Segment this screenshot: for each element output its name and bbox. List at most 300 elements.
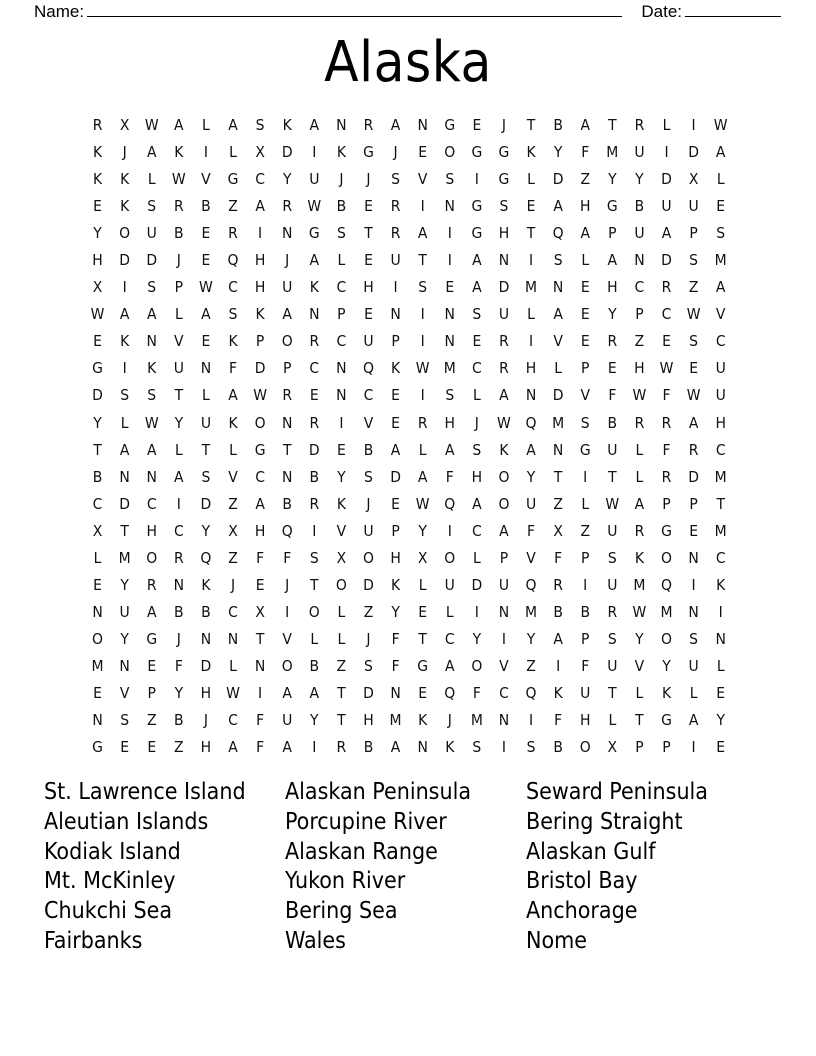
grid-cell[interactable]: L bbox=[527, 170, 535, 189]
grid-cell[interactable]: J bbox=[339, 170, 344, 189]
grid-cell[interactable]: O bbox=[498, 494, 510, 513]
grid-cell[interactable]: J bbox=[393, 143, 398, 162]
grid-cell[interactable]: R bbox=[173, 548, 184, 567]
grid-cell[interactable]: L bbox=[310, 629, 319, 648]
grid-cell[interactable]: A bbox=[553, 197, 563, 216]
grid-cell[interactable]: J bbox=[285, 575, 290, 594]
grid-cell[interactable]: T bbox=[608, 683, 617, 702]
grid-cell[interactable]: G bbox=[92, 359, 103, 378]
grid-cell[interactable]: N bbox=[309, 305, 320, 324]
grid-cell[interactable]: I bbox=[691, 738, 696, 757]
word-list-item[interactable]: Chukchi Sea bbox=[44, 898, 173, 925]
grid-cell[interactable]: D bbox=[661, 170, 672, 189]
grid-cell[interactable]: H bbox=[579, 197, 591, 216]
grid-cell[interactable]: D bbox=[92, 386, 103, 405]
grid-cell[interactable]: O bbox=[146, 548, 158, 567]
grid-cell[interactable]: N bbox=[444, 197, 455, 216]
grid-cell[interactable]: A bbox=[634, 494, 645, 513]
grid-cell[interactable]: G bbox=[661, 521, 672, 540]
grid-cell[interactable]: E bbox=[391, 386, 400, 405]
grid-cell[interactable]: H bbox=[444, 413, 456, 432]
grid-cell[interactable]: X bbox=[255, 602, 265, 621]
grid-cell[interactable]: S bbox=[445, 170, 455, 189]
grid-cell[interactable]: G bbox=[227, 170, 239, 189]
grid-cell[interactable]: N bbox=[146, 467, 157, 486]
grid-cell[interactable]: E bbox=[689, 521, 699, 540]
grid-cell[interactable]: Y bbox=[120, 575, 129, 594]
grid-cell[interactable]: I bbox=[258, 224, 263, 243]
grid-cell[interactable]: S bbox=[201, 467, 211, 486]
grid-cell[interactable]: Y bbox=[282, 170, 292, 189]
grid-cell[interactable]: A bbox=[715, 143, 726, 162]
grid-cell[interactable]: O bbox=[335, 575, 347, 594]
grid-cell[interactable]: C bbox=[146, 494, 157, 513]
grid-cell[interactable]: L bbox=[174, 305, 183, 324]
grid-cell[interactable]: S bbox=[445, 386, 455, 405]
grid-cell[interactable]: F bbox=[256, 548, 265, 567]
grid-cell[interactable]: D bbox=[363, 575, 374, 594]
grid-cell[interactable]: L bbox=[608, 711, 617, 730]
grid-cell[interactable]: N bbox=[336, 386, 347, 405]
grid-cell[interactable]: F bbox=[527, 521, 536, 540]
grid-cell[interactable]: A bbox=[282, 738, 292, 757]
word-list-item[interactable]: Aleutian Islands bbox=[44, 808, 209, 835]
grid-cell[interactable]: X bbox=[607, 738, 618, 757]
grid-cell[interactable]: T bbox=[418, 629, 427, 648]
grid-cell[interactable]: I bbox=[501, 738, 507, 757]
grid-cell[interactable]: V bbox=[119, 683, 130, 702]
grid-cell[interactable]: S bbox=[418, 278, 428, 297]
grid-cell[interactable]: H bbox=[579, 711, 591, 730]
grid-cell[interactable]: C bbox=[336, 332, 347, 351]
grid-cell[interactable]: S bbox=[607, 548, 617, 567]
grid-cell[interactable]: U bbox=[498, 305, 510, 324]
grid-cell[interactable]: A bbox=[688, 711, 699, 730]
grid-cell[interactable]: G bbox=[498, 170, 510, 189]
grid-cell[interactable]: S bbox=[364, 656, 373, 675]
grid-cell[interactable]: V bbox=[499, 656, 509, 675]
grid-cell[interactable]: K bbox=[716, 575, 726, 594]
grid-cell[interactable]: Y bbox=[418, 521, 427, 540]
grid-cell[interactable]: R bbox=[146, 575, 157, 594]
grid-cell[interactable]: F bbox=[391, 629, 400, 648]
grid-cell[interactable]: U bbox=[525, 494, 537, 513]
grid-cell[interactable]: S bbox=[120, 386, 130, 405]
grid-cell[interactable]: J bbox=[474, 413, 479, 432]
grid-cell[interactable]: R bbox=[661, 467, 672, 486]
grid-cell[interactable]: O bbox=[661, 629, 672, 648]
grid-cell[interactable]: W bbox=[686, 305, 701, 324]
grid-cell[interactable]: W bbox=[632, 386, 647, 405]
word-list-item[interactable]: Fairbanks bbox=[44, 927, 143, 954]
grid-cell[interactable]: C bbox=[499, 683, 509, 702]
grid-cell[interactable]: G bbox=[363, 143, 374, 162]
grid-cell[interactable]: D bbox=[471, 575, 483, 594]
grid-cell[interactable]: W bbox=[659, 359, 674, 378]
grid-cell[interactable]: E bbox=[445, 278, 455, 297]
grid-cell[interactable]: H bbox=[634, 359, 645, 378]
grid-cell[interactable]: B bbox=[201, 602, 211, 621]
grid-cell[interactable]: K bbox=[526, 143, 536, 162]
grid-cell[interactable]: B bbox=[174, 602, 184, 621]
grid-cell[interactable]: N bbox=[281, 467, 293, 486]
grid-cell[interactable]: I bbox=[312, 143, 317, 162]
grid-cell[interactable]: P bbox=[689, 224, 698, 243]
grid-cell[interactable]: T bbox=[93, 440, 102, 459]
grid-cell[interactable]: I bbox=[122, 278, 127, 297]
grid-cell[interactable]: C bbox=[173, 521, 184, 540]
grid-cell[interactable]: A bbox=[580, 224, 590, 243]
grid-cell[interactable]: U bbox=[282, 711, 293, 730]
grid-cell[interactable]: L bbox=[229, 440, 237, 459]
grid-cell[interactable]: E bbox=[580, 332, 590, 351]
word-list-item[interactable]: Nome bbox=[526, 927, 588, 954]
grid-cell[interactable]: A bbox=[309, 683, 320, 702]
grid-cell[interactable]: A bbox=[255, 494, 265, 513]
grid-cell[interactable]: C bbox=[255, 467, 265, 486]
grid-cell[interactable]: G bbox=[254, 440, 266, 459]
grid-cell[interactable]: Y bbox=[93, 413, 102, 432]
grid-cell[interactable]: A bbox=[715, 278, 726, 297]
grid-cell[interactable]: I bbox=[583, 575, 588, 594]
grid-cell[interactable]: E bbox=[391, 494, 400, 513]
grid-cell[interactable]: E bbox=[147, 738, 157, 757]
grid-cell[interactable]: Y bbox=[93, 224, 102, 243]
word-list-item[interactable]: Wales bbox=[285, 927, 346, 954]
grid-cell[interactable]: L bbox=[418, 575, 427, 594]
grid-cell[interactable]: L bbox=[337, 602, 346, 621]
grid-cell[interactable]: F bbox=[174, 656, 183, 675]
grid-cell[interactable]: N bbox=[227, 629, 239, 648]
grid-cell[interactable]: E bbox=[526, 197, 536, 216]
date-write-line[interactable] bbox=[685, 3, 781, 17]
grid-cell[interactable]: E bbox=[309, 386, 319, 405]
grid-cell[interactable]: N bbox=[336, 116, 347, 134]
grid-cell[interactable]: K bbox=[228, 413, 238, 432]
grid-cell[interactable]: I bbox=[420, 386, 425, 405]
grid-cell[interactable]: U bbox=[688, 656, 699, 675]
grid-cell[interactable]: E bbox=[336, 440, 346, 459]
grid-cell[interactable]: R bbox=[688, 440, 699, 459]
grid-cell[interactable]: W bbox=[497, 413, 511, 432]
grid-cell[interactable]: O bbox=[362, 548, 374, 567]
grid-cell[interactable]: B bbox=[553, 602, 563, 621]
grid-cell[interactable]: G bbox=[661, 711, 672, 730]
grid-cell[interactable]: R bbox=[173, 197, 184, 216]
grid-cell[interactable]: B bbox=[580, 602, 591, 621]
grid-cell[interactable]: K bbox=[391, 575, 401, 594]
grid-cell[interactable]: V bbox=[363, 413, 374, 432]
grid-cell[interactable]: J bbox=[447, 711, 452, 730]
grid-cell[interactable]: A bbox=[390, 116, 401, 134]
grid-cell[interactable]: C bbox=[471, 521, 482, 540]
grid-cell[interactable]: X bbox=[119, 116, 130, 134]
grid-cell[interactable]: J bbox=[230, 575, 236, 594]
grid-cell[interactable]: H bbox=[390, 548, 401, 567]
grid-cell[interactable]: Y bbox=[635, 170, 644, 189]
grid-cell[interactable]: J bbox=[366, 629, 371, 648]
grid-cell[interactable]: S bbox=[499, 197, 509, 216]
grid-cell[interactable]: S bbox=[580, 413, 590, 432]
grid-cell[interactable]: Y bbox=[337, 467, 346, 486]
grid-cell[interactable]: I bbox=[312, 521, 317, 540]
grid-cell[interactable]: F bbox=[391, 656, 400, 675]
grid-cell[interactable]: B bbox=[92, 467, 103, 486]
grid-cell[interactable]: A bbox=[309, 251, 320, 270]
grid-cell[interactable]: U bbox=[498, 575, 510, 594]
grid-cell[interactable]: R bbox=[363, 116, 374, 134]
grid-cell[interactable]: H bbox=[254, 521, 266, 540]
grid-cell[interactable]: H bbox=[607, 278, 618, 297]
grid-cell[interactable]: K bbox=[201, 575, 211, 594]
grid-cell[interactable]: C bbox=[228, 278, 238, 297]
grid-cell[interactable]: M bbox=[91, 656, 104, 675]
grid-cell[interactable]: M bbox=[525, 602, 538, 621]
grid-cell[interactable]: F bbox=[229, 359, 238, 378]
grid-cell[interactable]: X bbox=[92, 521, 103, 540]
grid-cell[interactable]: K bbox=[336, 494, 346, 513]
grid-cell[interactable]: U bbox=[715, 359, 726, 378]
grid-cell[interactable]: B bbox=[634, 197, 645, 216]
grid-cell[interactable]: L bbox=[581, 251, 590, 270]
grid-cell[interactable]: D bbox=[308, 440, 320, 459]
grid-cell[interactable]: U bbox=[119, 602, 130, 621]
grid-cell[interactable]: E bbox=[662, 332, 671, 351]
grid-cell[interactable]: T bbox=[282, 440, 292, 459]
grid-cell[interactable]: L bbox=[635, 440, 644, 459]
grid-cell[interactable]: A bbox=[119, 440, 130, 459]
grid-cell[interactable]: D bbox=[119, 251, 131, 270]
grid-cell[interactable]: A bbox=[228, 738, 238, 757]
grid-cell[interactable]: I bbox=[474, 170, 479, 189]
grid-cell[interactable]: N bbox=[444, 332, 455, 351]
grid-cell[interactable]: U bbox=[173, 359, 184, 378]
grid-cell[interactable]: O bbox=[661, 548, 672, 567]
grid-cell[interactable]: D bbox=[498, 278, 510, 297]
grid-cell[interactable]: K bbox=[445, 738, 455, 757]
grid-cell[interactable]: E bbox=[607, 359, 617, 378]
grid-cell[interactable]: M bbox=[118, 548, 131, 567]
grid-cell[interactable]: O bbox=[92, 629, 104, 648]
grid-cell[interactable]: J bbox=[203, 711, 208, 730]
grid-cell[interactable]: Z bbox=[228, 197, 238, 216]
grid-cell[interactable]: B bbox=[363, 440, 374, 459]
grid-cell[interactable]: E bbox=[201, 224, 211, 243]
grid-cell[interactable]: U bbox=[634, 224, 645, 243]
grid-cell[interactable]: V bbox=[526, 548, 536, 567]
grid-cell[interactable]: P bbox=[499, 548, 509, 567]
grid-cell[interactable]: M bbox=[389, 711, 402, 730]
grid-cell[interactable]: T bbox=[553, 467, 563, 486]
grid-cell[interactable]: Z bbox=[688, 278, 699, 297]
grid-cell[interactable]: T bbox=[635, 711, 644, 730]
grid-cell[interactable]: E bbox=[716, 683, 726, 702]
grid-cell[interactable]: S bbox=[364, 467, 373, 486]
grid-cell[interactable]: N bbox=[281, 224, 293, 243]
grid-cell[interactable]: B bbox=[363, 738, 374, 757]
name-write-line[interactable] bbox=[87, 3, 622, 17]
grid-cell[interactable]: K bbox=[120, 197, 130, 216]
grid-cell[interactable]: A bbox=[553, 629, 563, 648]
grid-cell[interactable]: P bbox=[391, 521, 400, 540]
grid-cell[interactable]: B bbox=[309, 656, 320, 675]
grid-cell[interactable]: L bbox=[716, 170, 725, 189]
grid-cell[interactable]: L bbox=[472, 386, 481, 405]
grid-cell[interactable]: Q bbox=[525, 683, 537, 702]
grid-cell[interactable]: E bbox=[364, 305, 373, 324]
grid-cell[interactable]: L bbox=[202, 386, 210, 405]
grid-cell[interactable]: K bbox=[418, 711, 428, 730]
grid-cell[interactable]: S bbox=[689, 629, 699, 648]
grid-cell[interactable]: E bbox=[418, 683, 428, 702]
grid-cell[interactable]: A bbox=[146, 602, 157, 621]
grid-cell[interactable]: U bbox=[688, 197, 699, 216]
grid-cell[interactable]: R bbox=[417, 413, 428, 432]
grid-cell[interactable]: Y bbox=[526, 629, 536, 648]
grid-cell[interactable]: K bbox=[255, 305, 265, 324]
word-list-item[interactable]: St. Lawrence Island bbox=[44, 779, 246, 805]
grid-cell[interactable]: N bbox=[498, 711, 510, 730]
grid-cell[interactable]: W bbox=[253, 386, 267, 405]
grid-cell[interactable]: Y bbox=[120, 629, 129, 648]
grid-cell[interactable]: N bbox=[498, 602, 510, 621]
grid-cell[interactable]: Q bbox=[552, 224, 564, 243]
grid-cell[interactable]: E bbox=[201, 332, 211, 351]
grid-cell[interactable]: H bbox=[471, 467, 483, 486]
grid-cell[interactable]: H bbox=[254, 278, 266, 297]
grid-cell[interactable]: V bbox=[174, 332, 184, 351]
grid-cell[interactable]: Z bbox=[634, 332, 645, 351]
grid-cell[interactable]: H bbox=[146, 521, 157, 540]
grid-cell[interactable]: I bbox=[474, 602, 479, 621]
grid-cell[interactable]: P bbox=[391, 332, 400, 351]
grid-cell[interactable]: T bbox=[310, 575, 319, 594]
grid-cell[interactable]: O bbox=[308, 602, 320, 621]
grid-cell[interactable]: X bbox=[688, 170, 699, 189]
grid-cell[interactable]: X bbox=[417, 548, 428, 567]
grid-cell[interactable]: K bbox=[661, 683, 672, 702]
grid-cell[interactable]: C bbox=[471, 359, 482, 378]
grid-cell[interactable]: I bbox=[285, 602, 290, 621]
grid-cell[interactable]: I bbox=[420, 305, 425, 324]
grid-cell[interactable]: Y bbox=[472, 629, 482, 648]
grid-cell[interactable]: Q bbox=[362, 359, 374, 378]
grid-cell[interactable]: U bbox=[607, 575, 618, 594]
grid-cell[interactable]: C bbox=[228, 602, 238, 621]
grid-cell[interactable]: W bbox=[199, 278, 213, 297]
grid-cell[interactable]: P bbox=[147, 683, 156, 702]
grid-cell[interactable]: T bbox=[608, 116, 617, 134]
grid-cell[interactable]: N bbox=[119, 467, 130, 486]
grid-cell[interactable]: L bbox=[337, 251, 346, 270]
grid-cell[interactable]: N bbox=[552, 278, 564, 297]
grid-cell[interactable]: O bbox=[281, 656, 293, 675]
grid-cell[interactable]: S bbox=[147, 278, 157, 297]
grid-cell[interactable]: U bbox=[282, 278, 293, 297]
grid-cell[interactable]: D bbox=[390, 467, 401, 486]
grid-cell[interactable]: W bbox=[171, 170, 186, 189]
grid-cell[interactable]: E bbox=[255, 575, 265, 594]
grid-cell[interactable]: F bbox=[662, 386, 671, 405]
grid-cell[interactable]: N bbox=[200, 359, 212, 378]
grid-cell[interactable]: P bbox=[337, 305, 346, 324]
grid-cell[interactable]: D bbox=[363, 683, 374, 702]
grid-cell[interactable]: O bbox=[444, 548, 456, 567]
grid-cell[interactable]: R bbox=[336, 738, 347, 757]
grid-cell[interactable]: L bbox=[527, 305, 535, 324]
grid-cell[interactable]: F bbox=[283, 548, 292, 567]
grid-cell[interactable]: R bbox=[309, 413, 320, 432]
grid-cell[interactable]: K bbox=[120, 332, 130, 351]
grid-cell[interactable]: V bbox=[417, 170, 428, 189]
grid-cell[interactable]: H bbox=[200, 683, 212, 702]
grid-cell[interactable]: R bbox=[390, 224, 401, 243]
grid-cell[interactable]: G bbox=[498, 143, 510, 162]
grid-cell[interactable]: U bbox=[363, 521, 374, 540]
grid-cell[interactable]: Q bbox=[525, 575, 537, 594]
grid-cell[interactable]: J bbox=[285, 251, 290, 270]
grid-cell[interactable]: W bbox=[632, 602, 647, 621]
grid-cell[interactable]: N bbox=[281, 413, 293, 432]
grid-cell[interactable]: R bbox=[634, 521, 645, 540]
grid-cell[interactable]: P bbox=[174, 278, 184, 297]
grid-cell[interactable]: H bbox=[498, 224, 510, 243]
grid-cell[interactable]: A bbox=[526, 440, 536, 459]
grid-cell[interactable]: L bbox=[554, 359, 563, 378]
grid-cell[interactable]: I bbox=[203, 143, 208, 162]
grid-cell[interactable]: A bbox=[390, 440, 401, 459]
grid-cell[interactable]: N bbox=[390, 305, 401, 324]
grid-cell[interactable]: A bbox=[282, 305, 292, 324]
grid-cell[interactable]: L bbox=[716, 656, 725, 675]
grid-cell[interactable]: Q bbox=[525, 413, 537, 432]
grid-cell[interactable]: I bbox=[447, 251, 452, 270]
grid-cell[interactable]: N bbox=[688, 548, 699, 567]
grid-cell[interactable]: K bbox=[553, 683, 563, 702]
word-list-item[interactable]: Kodiak Island bbox=[44, 838, 181, 865]
grid-cell[interactable]: I bbox=[312, 738, 317, 757]
grid-cell[interactable]: L bbox=[581, 494, 590, 513]
grid-cell[interactable]: P bbox=[255, 332, 265, 351]
grid-cell[interactable]: Y bbox=[201, 521, 211, 540]
grid-cell[interactable]: Z bbox=[146, 711, 157, 730]
grid-cell[interactable]: I bbox=[664, 143, 669, 162]
grid-cell[interactable]: N bbox=[92, 711, 103, 730]
grid-cell[interactable]: L bbox=[662, 116, 671, 134]
grid-cell[interactable]: R bbox=[553, 575, 563, 594]
grid-cell[interactable]: W bbox=[686, 386, 701, 405]
grid-cell[interactable]: I bbox=[528, 251, 534, 270]
grid-cell[interactable]: A bbox=[390, 738, 401, 757]
grid-cell[interactable]: R bbox=[499, 359, 509, 378]
grid-cell[interactable]: B bbox=[553, 116, 563, 134]
grid-cell[interactable]: A bbox=[255, 197, 265, 216]
grid-cell[interactable]: S bbox=[147, 386, 157, 405]
grid-cell[interactable]: R bbox=[282, 386, 293, 405]
grid-cell[interactable]: G bbox=[471, 197, 483, 216]
grid-cell[interactable]: T bbox=[255, 629, 265, 648]
grid-cell[interactable]: I bbox=[691, 575, 696, 594]
grid-cell[interactable]: L bbox=[635, 467, 644, 486]
grid-cell[interactable]: A bbox=[146, 143, 157, 162]
grid-cell[interactable]: C bbox=[309, 359, 320, 378]
grid-cell[interactable]: D bbox=[119, 494, 131, 513]
grid-cell[interactable]: S bbox=[391, 170, 400, 189]
grid-cell[interactable]: A bbox=[228, 386, 238, 405]
grid-cell[interactable]: I bbox=[718, 602, 723, 621]
word-list-item[interactable]: Yukon River bbox=[285, 868, 406, 895]
grid-cell[interactable]: F bbox=[445, 467, 454, 486]
